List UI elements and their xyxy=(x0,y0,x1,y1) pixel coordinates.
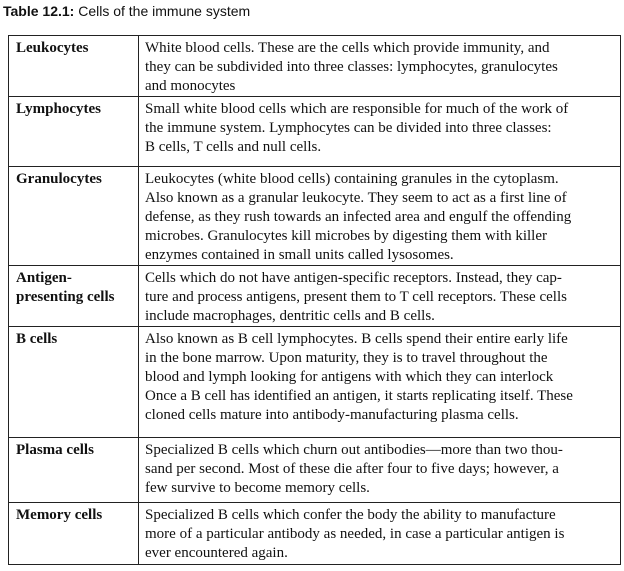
definition-line: Leukocytes (white blood cells) containing granules in the cytoplasm. xyxy=(145,171,559,187)
table-row xyxy=(9,438,621,503)
definition-line: more of a particular antibody as needed, in case a particular antigen is xyxy=(145,526,565,542)
table-body xyxy=(9,36,621,565)
definition-line: ever encountered again. xyxy=(145,545,288,561)
term-line: Leukocytes xyxy=(16,40,89,56)
definition-line: microbes. Granulocytes kill microbes by digesting them with killer xyxy=(145,228,548,244)
term-cell xyxy=(9,36,139,97)
definition-line: Also known as a granular leukocyte. They seem to act as a first line of xyxy=(145,190,567,206)
table-row xyxy=(9,266,621,327)
term-line: Plasma cells xyxy=(16,442,94,458)
definition-line: sand per second. Most of these die after four to five days; however, a xyxy=(145,461,559,477)
definition-line: Specialized B cells which confer the body the ability to manufacture xyxy=(145,507,556,523)
definition-line: in the bone marrow. Upon maturity, they is to travel throughout the xyxy=(145,350,548,366)
definition-cell xyxy=(139,438,621,503)
definition-cell xyxy=(139,36,621,97)
definition-cell xyxy=(139,97,621,167)
definition-line: few survive to become memory cells. xyxy=(145,480,370,496)
table-row xyxy=(9,167,621,266)
term-cell xyxy=(9,266,139,327)
term-cell xyxy=(9,438,139,503)
definition-line: Small white blood cells which are responsible for much of the work of xyxy=(145,101,569,117)
definition-line: defense, as they rush towards an infected area and engulf the offending xyxy=(145,209,572,225)
definition-line: they can be subdivided into three classes: lymphocytes, granulocytes xyxy=(145,59,558,75)
term-line: Granulocytes xyxy=(16,171,102,187)
definition-line: White blood cells. These are the cells which provide immunity, and xyxy=(145,40,550,56)
term-line: B cells xyxy=(16,331,58,347)
definition-line: Cells which do not have antigen-specific receptors. Instead, they cap- xyxy=(145,270,562,286)
definition-line: blood and lymph looking for antigens with which they can interlock xyxy=(145,369,554,385)
table-caption-label: Table 12.1: xyxy=(3,3,75,19)
term-cell xyxy=(9,327,139,438)
table-caption xyxy=(3,3,250,20)
table-caption-text: Cells of the immune system xyxy=(74,3,251,19)
definition-cell xyxy=(139,266,621,327)
term-line: presenting cells xyxy=(16,289,115,305)
definition-cell xyxy=(139,503,621,565)
table-row xyxy=(9,97,621,167)
definition-line: Once a B cell has identified an antigen, it starts replicating itself. These xyxy=(145,388,573,404)
term-line: Lymphocytes xyxy=(16,101,102,117)
definition-line: B cells, T cells and null cells. xyxy=(145,139,322,155)
table-row xyxy=(9,36,621,97)
table-row xyxy=(9,327,621,438)
definition-cell xyxy=(139,167,621,266)
immune-cells-table xyxy=(8,35,621,565)
term-line: Antigen- xyxy=(16,270,72,286)
definition-line: include macrophages, dentritic cells and B cells. xyxy=(145,308,435,324)
term-cell xyxy=(9,503,139,565)
term-line: Memory cells xyxy=(16,507,103,523)
definition-line: enzymes contained in small units called lysosomes. xyxy=(145,247,454,263)
definition-cell xyxy=(139,327,621,438)
term-cell xyxy=(9,167,139,266)
term-cell xyxy=(9,97,139,167)
definition-line: Specialized B cells which churn out antibodies—more than two thou- xyxy=(145,442,563,458)
definition-line: and monocytes xyxy=(145,78,236,94)
definition-line: ture and process antigens, present them to T cell receptors. These cells xyxy=(145,289,567,305)
definition-line: the immune system. Lymphocytes can be divided into three classes: xyxy=(145,120,552,136)
definition-line: Also known as B cell lymphocytes. B cells spend their entire early life xyxy=(145,331,568,347)
table-row xyxy=(9,503,621,565)
definition-line: cloned cells mature into antibody-manufacturing plasma cells. xyxy=(145,407,519,423)
